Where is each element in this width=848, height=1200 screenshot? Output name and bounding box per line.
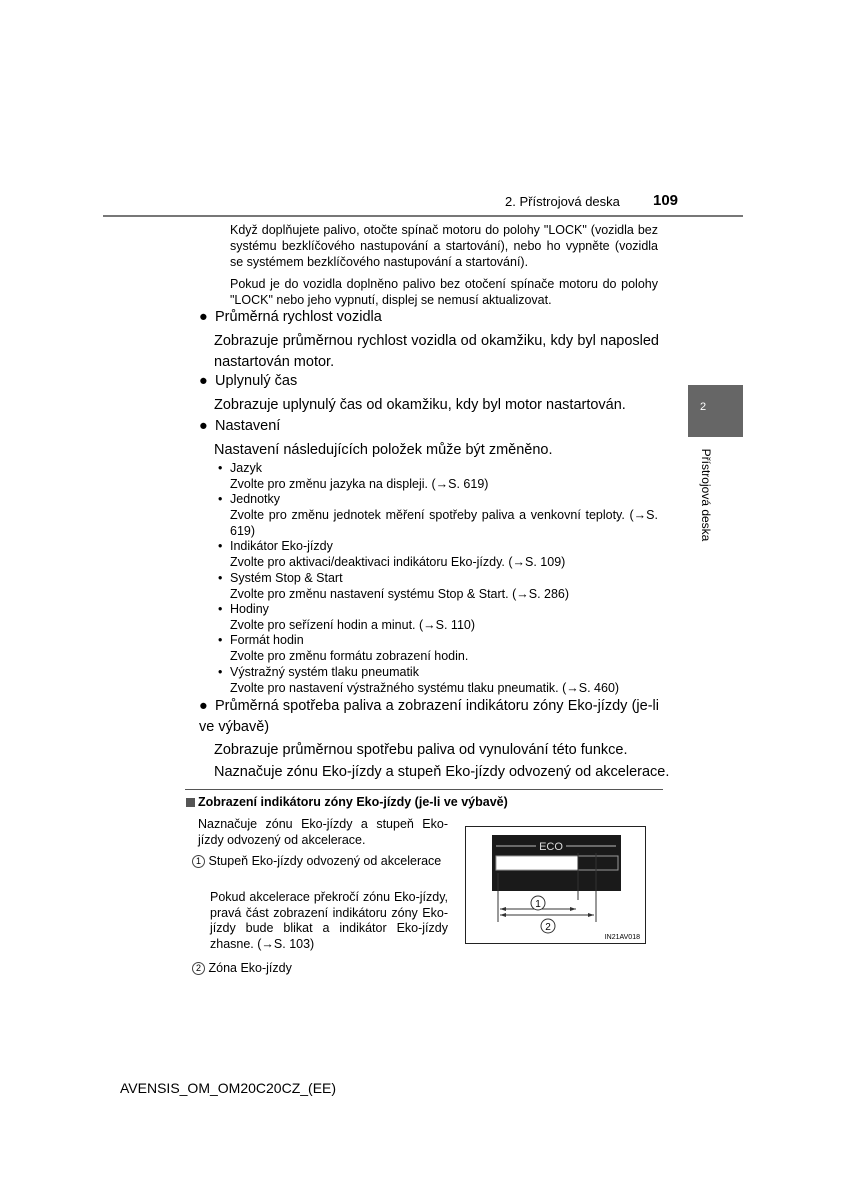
eco-zone-segment	[578, 856, 596, 870]
item-avg-consumption-text2: Naznačuje zónu Eko-jízdy a stupeň Eko-jízdy odvozený od akcelerace.	[214, 764, 670, 780]
chapter-tab-number: 2	[700, 401, 707, 413]
header-section-title: 2. Přístrojová deska	[505, 194, 620, 209]
eco-item1	[192, 854, 448, 870]
eco-display-label: ECO	[539, 841, 563, 853]
settings-sub-clock-format: • Formát hodin	[218, 633, 304, 647]
eco-section-intro: Naznačuje zónu Eko-jízdy a stupeň Eko-jízdy odvozený od akcelerace.	[198, 817, 448, 847]
settings-sub-units: • Jednotky	[218, 492, 281, 506]
item-settings-text: Nastavení následujících položek může být změněno.	[214, 442, 553, 458]
eco-item2	[192, 961, 442, 977]
eco-item2-title: Zóna Eko-jízdy	[208, 961, 292, 975]
item-avg-speed-text: Zobrazuje průměrnou rychlost vozidla od okamžiku, kdy byl naposled nastartován motor.	[214, 333, 659, 370]
item-avg-consumption-heading	[199, 696, 659, 738]
item-avg-consumption-text1: Zobrazuje průměrnou spotřebu paliva od vynulování této funkce.	[214, 742, 628, 758]
settings-sub-language-desc: Zvolte pro změnu jazyka na displeji. (→S. 619)	[230, 477, 489, 491]
settings-sub-eco-indicator-desc: Zvolte pro aktivaci/deaktivaci indikátoru Eko-jízdy. (→S. 109)	[230, 555, 566, 569]
bullet-icon: ●	[199, 309, 208, 325]
item-elapsed-heading	[199, 371, 297, 392]
section-marker-icon	[186, 798, 195, 807]
eco-section-title: Zobrazení indikátoru zóny Eko-jízdy (je-li ve výbavě)	[198, 795, 508, 809]
settings-sub-stop-start: • Systém Stop & Start	[218, 571, 343, 585]
eco-indicator-figure	[465, 826, 646, 944]
callout-2-icon: 2	[192, 962, 205, 975]
settings-sub-tpms: • Výstražný systém tlaku pneumatik	[218, 665, 419, 679]
settings-sub-units-desc: Zvolte pro změnu jednotek měření spotřeby paliva a venkovní teploty. (→S. 619)	[230, 508, 658, 538]
footer-document-code: AVENSIS_OM_OM20C20CZ_(EE)	[120, 1080, 337, 1096]
sub-bullet-icon: •	[218, 602, 223, 616]
item-elapsed-title: Uplynulý čas	[215, 373, 298, 389]
figure-callout-2: 2	[545, 922, 551, 933]
settings-sub-tpms-desc: Zvolte pro nastavení výstražného systému tlaku pneumatik. (→S. 460)	[230, 681, 620, 695]
eco-level-bar	[496, 856, 578, 870]
note-display-update: Pokud je do vozidla doplněno palivo bez otočení spínače motoru do polohy "LOCK" nebo jeho vypnutí, displej se nemusí aktualizovat.	[230, 277, 658, 307]
chapter-tab	[688, 385, 743, 437]
eco-indicator-illustration	[466, 827, 645, 943]
bullet-icon: ●	[199, 373, 208, 389]
item-avg-speed-title: Průměrná rychlost vozidla	[215, 309, 382, 325]
settings-sub-eco-indicator: • Indikátor Eko-jízdy	[218, 539, 333, 553]
item-settings-heading	[199, 416, 280, 437]
figure-callout-1: 1	[535, 899, 541, 910]
figure-code: IN21AV018	[604, 934, 640, 941]
callout-1-icon: 1	[192, 855, 205, 868]
item-settings-title: Nastavení	[215, 418, 281, 434]
sub-bullet-icon: •	[218, 633, 223, 647]
item-avg-speed-heading	[199, 307, 382, 328]
item-elapsed-text: Zobrazuje uplynulý čas od okamžiku, kdy byl motor nastartován.	[214, 397, 626, 413]
settings-sub-language: • Jazyk	[218, 461, 262, 475]
eco-over-segment	[596, 856, 618, 870]
bullet-icon: ●	[199, 698, 208, 714]
bullet-icon: ●	[199, 418, 208, 434]
settings-sub-clock-desc: Zvolte pro seřízení hodin a minut. (→S. 110)	[230, 618, 476, 632]
note-refuel: Když doplňujete palivo, otočte spínač motoru do polohy "LOCK" (vozidla bez systému bezklíčového nastupování a startování), nebo ho vypněte (vozidla se systémem bezklíčového nastupování a startování).	[230, 223, 658, 269]
header-divider	[103, 215, 743, 217]
section-divider	[185, 789, 663, 790]
settings-sub-stop-start-desc: Zvolte pro změnu nastavení systému Stop & Start. (→S. 286)	[230, 587, 570, 601]
chapter-tab-label: Přístrojová deska	[699, 448, 713, 542]
item-avg-consumption-title: Průměrná spotřeba paliva a zobrazení indikátoru zóny Eko-jízdy (je-li ve výbavě)	[199, 698, 659, 735]
eco-item1-text: Pokud akcelerace překročí zónu Eko-jízdy, pravá část zobrazení indikátoru zóny Eko-jízdy bude blikat a indikátor Eko-jízdy zhasne. (→S. 103)	[210, 890, 448, 951]
eco-item1-title: Stupeň Eko-jízdy odvozený od akcelerace	[208, 854, 442, 868]
page-number: 109	[653, 192, 679, 209]
settings-sub-clock-format-desc: Zvolte pro změnu formátu zobrazení hodin.	[230, 649, 469, 663]
sub-bullet-icon: •	[218, 461, 223, 475]
sub-bullet-icon: •	[218, 665, 223, 679]
sub-bullet-icon: •	[218, 539, 223, 553]
settings-sub-clock: • Hodiny	[218, 602, 269, 616]
sub-bullet-icon: •	[218, 571, 223, 585]
sub-bullet-icon: •	[218, 492, 223, 506]
